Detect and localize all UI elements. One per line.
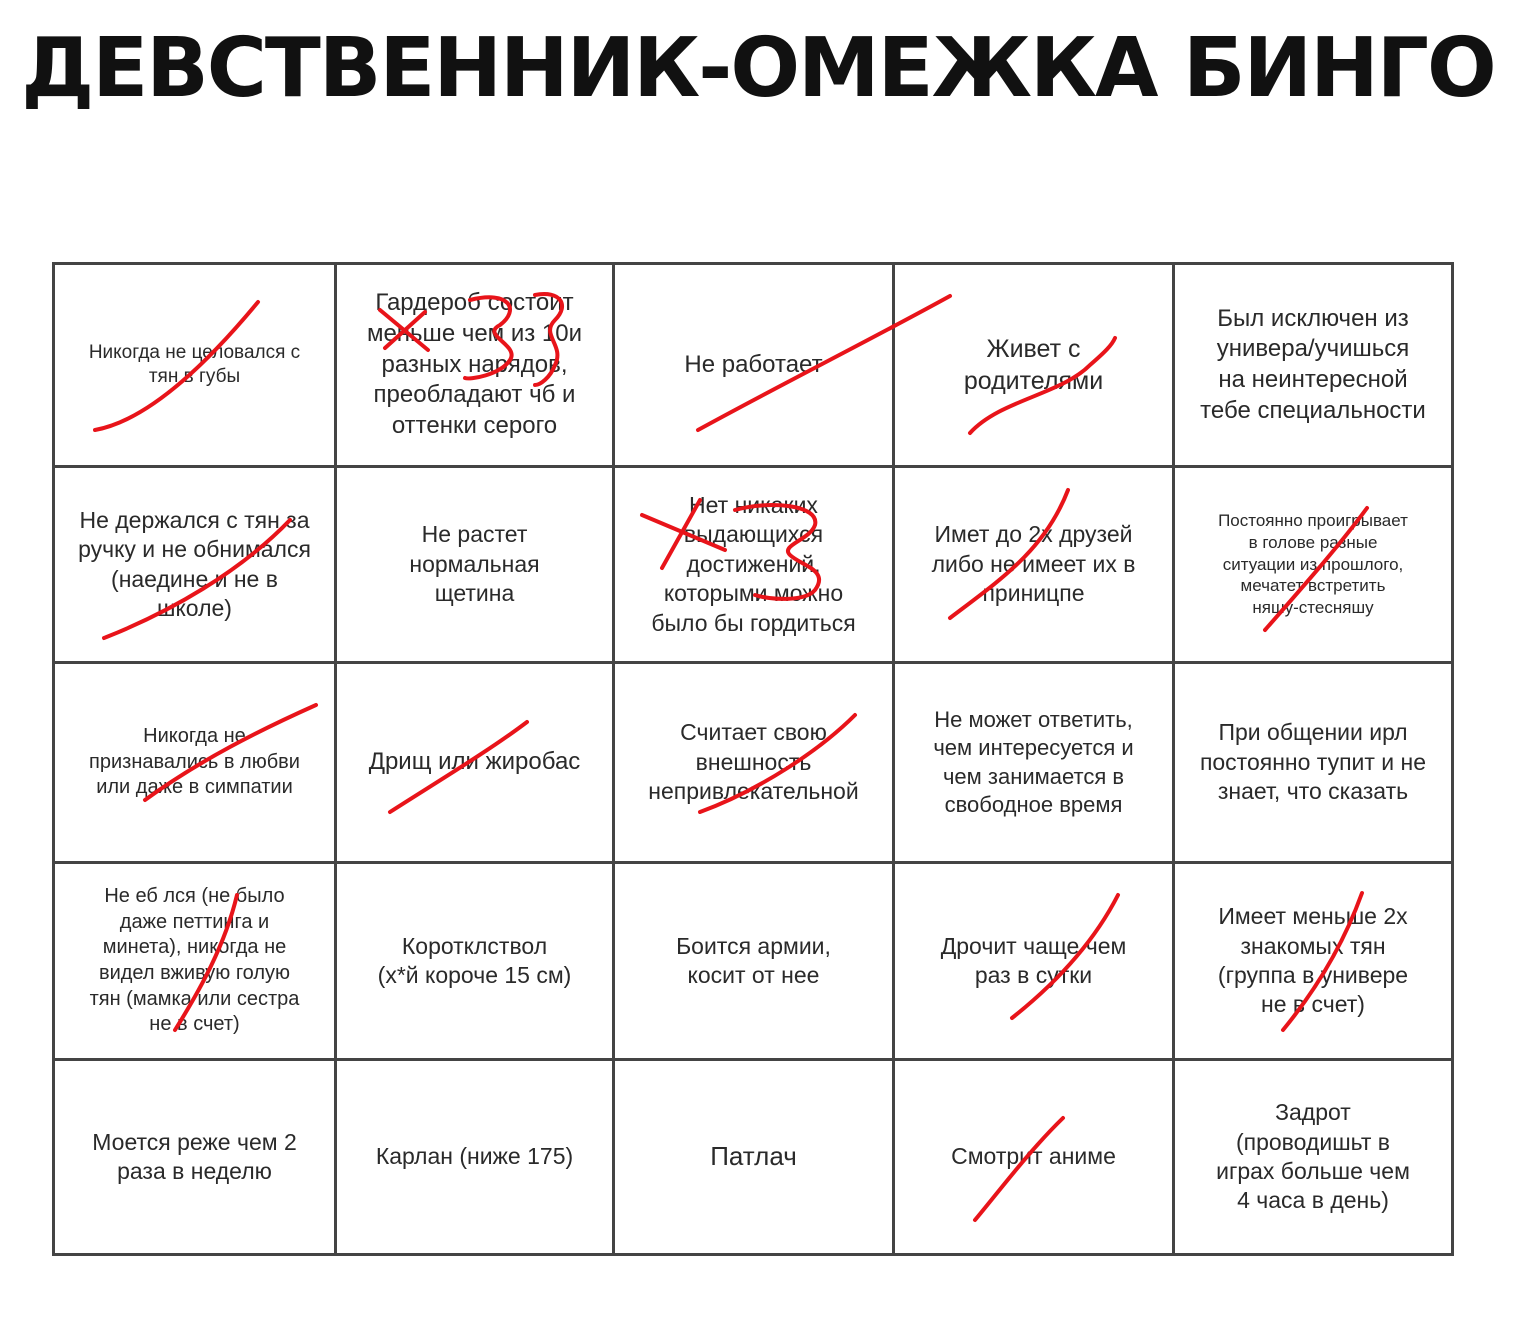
bingo-cell xyxy=(895,664,1175,864)
bingo-cell-text: Имет до 2х друзей либо не имеет их в приницпе xyxy=(931,521,1136,607)
bingo-cell xyxy=(55,265,337,468)
bingo-cell xyxy=(895,864,1175,1061)
bingo-cell-text: Не растет нормальная щетина xyxy=(409,521,540,607)
bingo-cell-text: Коротклствол (х*й короче 15 см) xyxy=(377,932,572,988)
bingo-cell-text: Карлан (ниже 175) xyxy=(375,1143,574,1170)
bingo-cell-text: Патлач xyxy=(710,1141,797,1172)
bingo-cell xyxy=(337,864,615,1061)
bingo-cell xyxy=(615,664,895,864)
bingo-grid xyxy=(52,262,1454,1256)
bingo-cell-text: Никогда не признавались в любви или даже в симпатии xyxy=(89,725,300,799)
bingo-cell xyxy=(1175,265,1451,468)
page-title: ДЕВСТВЕННИК-ОМЕЖКА БИНГО xyxy=(21,21,1495,116)
bingo-cell-text: Постоянно проигрывает в голове разные ситуации из прошлого, мечатет встретить няшу-стесняшу xyxy=(1218,511,1408,618)
bingo-cell-text: Дрочит чаще чем раз в сутки xyxy=(940,932,1127,988)
bingo-cell-text: Дрищ или жиробас xyxy=(368,748,581,776)
bingo-cell-text: Считает свою внешность непривлекательной xyxy=(648,719,859,805)
bingo-cell-text: Никогда не целовался с тян в губы xyxy=(88,341,301,387)
bingo-cell-text: Был исключен из универа/учишься на неинтересной тебе специальности xyxy=(1200,304,1426,424)
bingo-cell-text: Имеет меньше 2х знакомых тян (группа в универе не в счет) xyxy=(1217,903,1409,1018)
bingo-cell xyxy=(55,864,337,1061)
bingo-cell xyxy=(55,468,337,664)
bingo-cell xyxy=(55,664,337,864)
bingo-cell-text: Нет никаких выдающихся достижений, которыми можно было бы гордиться xyxy=(651,491,856,636)
bingo-cell xyxy=(337,1061,615,1253)
bingo-cell-text: Не еб лся (не было даже петтинга и минета), никогда не видел вживую голую тян (мамка или сестра не в счет) xyxy=(89,885,300,1036)
bingo-cell-text: Боится армии, косит от нее xyxy=(676,932,831,988)
bingo-cell xyxy=(615,1061,895,1253)
bingo-cell xyxy=(337,468,615,664)
bingo-cell-text: Гардероб состоит меньше чем из 10и разных нарядов, преобладают чб и оттенки серого xyxy=(366,289,583,440)
bingo-cell xyxy=(55,1061,337,1253)
bingo-cell-text: Не работает xyxy=(684,350,823,378)
bingo-cell-text: При общении ирл постоянно тупит и не знает, что сказать xyxy=(1199,719,1427,805)
bingo-cell-text: Смотрит аниме xyxy=(951,1143,1116,1170)
bingo-cell-text: Живет с родителями xyxy=(963,335,1104,395)
bingo-cell xyxy=(615,468,895,664)
bingo-cell-text: Не держался с тян за ручку и не обнимался (наедине и не в школе) xyxy=(78,506,311,621)
bingo-cell xyxy=(615,864,895,1061)
bingo-cell xyxy=(615,265,895,468)
bingo-cell-text: Моется реже чем 2 раза в неделю xyxy=(92,1128,297,1184)
bingo-cell xyxy=(1175,468,1451,664)
bingo-cell xyxy=(337,265,615,468)
bingo-cell-text: Задрот (проводишьт в играх больше чем 4 часа в день) xyxy=(1216,1099,1410,1214)
bingo-cell xyxy=(895,1061,1175,1253)
bingo-cell xyxy=(1175,864,1451,1061)
bingo-cell xyxy=(1175,1061,1451,1253)
bingo-cell xyxy=(1175,664,1451,864)
bingo-cell xyxy=(895,265,1175,468)
bingo-cell-text: Не может ответить, чем интересуется и чем занимается в свободное время xyxy=(933,707,1134,817)
bingo-cell xyxy=(337,664,615,864)
bingo-cell xyxy=(895,468,1175,664)
